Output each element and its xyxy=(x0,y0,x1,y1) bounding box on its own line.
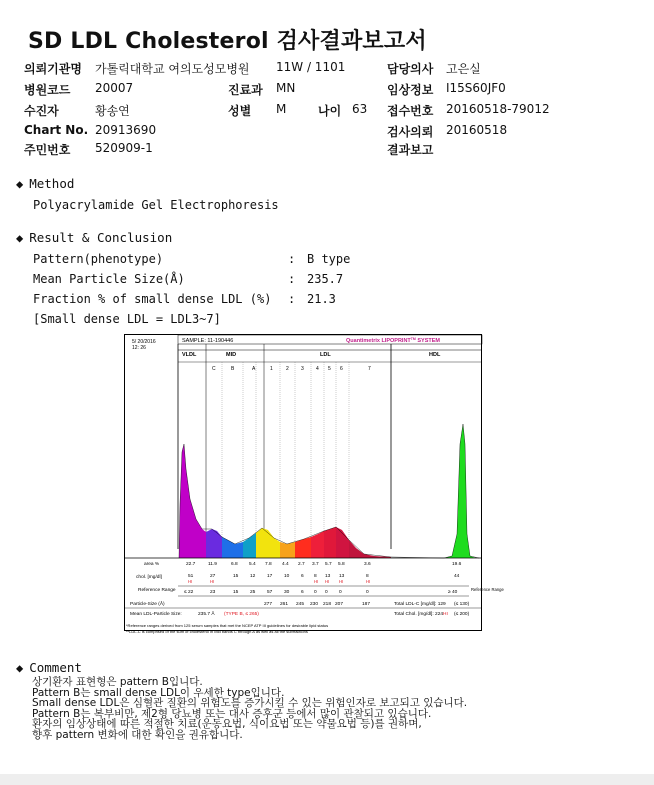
result-value-pattern: B type xyxy=(307,252,351,266)
area-value: 3.7 xyxy=(312,562,319,567)
area-value: 5.8 xyxy=(338,562,345,567)
chart-no-label: Chart No. xyxy=(24,123,89,137)
chol-value: 27 xyxy=(210,574,216,579)
result-heading xyxy=(16,230,172,245)
hi-flag: HI xyxy=(188,579,193,584)
result-note: [Small dense LDL = LDL3~7] xyxy=(33,312,221,326)
area-value: 11.9 xyxy=(208,562,217,567)
age-value: 63 xyxy=(352,102,368,116)
ref-value: 57 xyxy=(267,590,273,595)
size-value: 277 xyxy=(264,602,273,607)
band-3: 3 xyxy=(301,366,304,372)
footnote-1: *Reference ranges derived from 125 serum samples that met the NCEP ATP III guidelines for desirable lipid status xyxy=(126,623,329,628)
report-date: 5/ 20/2016 xyxy=(132,339,156,345)
ref-value: ≥ 40 xyxy=(448,590,458,595)
patient-label: 수진자 xyxy=(24,104,59,118)
lipoprint-report-image xyxy=(124,334,504,644)
ref-value: 0 xyxy=(339,590,342,595)
band-7: 7 xyxy=(368,366,371,372)
brand-logo: Quantimetrix LIPOPRINT™ SYSTEM xyxy=(346,337,441,344)
result-value-fraction: 21.3 xyxy=(307,292,336,306)
group-hdl: HDL xyxy=(429,352,441,358)
chol-value: 8 xyxy=(314,574,317,579)
sex-label: 성별 xyxy=(228,104,252,118)
result-value-size: 235.7 xyxy=(307,272,344,286)
hi-flag: HI xyxy=(325,579,330,584)
sex-value: M xyxy=(276,102,287,116)
result-sep: : xyxy=(288,272,296,286)
result-heading-text: Result & Conclusion xyxy=(29,230,173,245)
report-time: 12: 26 xyxy=(132,345,146,351)
institution-value: 가톨릭대학교 여의도성모병원 xyxy=(95,62,250,76)
age-label: 나이 xyxy=(318,104,342,118)
comment-line: Pattern B는 복부비만, 제2형 당뇨병 또는 대사 증후군 등에서 많이 관찰되고 있습니다. xyxy=(32,707,432,720)
total-ldl: Total LDL-C [mg/dl]: 129 xyxy=(394,602,446,607)
total-chol-ref: (≤ 200) xyxy=(454,612,470,617)
receipt-no-label: 접수번호 xyxy=(387,104,434,118)
group-vldl: VLDL xyxy=(182,352,197,358)
footnote-2: **LDL-C is comprised of the sum of cholesterol in Mid bands C through A as well as all the subfractions xyxy=(126,629,308,634)
row-label-size: Particle-Size (Å) xyxy=(130,602,165,607)
band-4: 4 xyxy=(316,366,319,372)
chol-value: 8 xyxy=(366,574,369,579)
row-label-area: area % xyxy=(144,562,160,567)
band-a: A xyxy=(252,366,256,372)
area-value: 3.6 xyxy=(364,562,371,567)
ref-value: 25 xyxy=(250,590,256,595)
size-value: 187 xyxy=(362,602,371,607)
resident-no-value: 520909-1 xyxy=(95,141,153,155)
ref-value: 0 xyxy=(325,590,328,595)
resident-no-label: 주민번호 xyxy=(24,143,71,157)
ref-value: 0 xyxy=(314,590,317,595)
chol-value: 51 xyxy=(188,574,194,579)
row-label-chol: chol. [mg/dl] xyxy=(136,575,162,580)
group-ldl: LDL xyxy=(320,352,331,358)
result-label-size: Mean Particle Size(Å) xyxy=(33,272,185,286)
ward-value: 11W / 1101 xyxy=(276,60,346,74)
area-value: 2.7 xyxy=(298,562,305,567)
total-chol-flag: HI xyxy=(443,612,448,617)
band-b: B xyxy=(231,366,235,372)
size-value: 245 xyxy=(296,602,305,607)
comment-body xyxy=(32,677,467,741)
method-heading-text: Method xyxy=(29,176,75,191)
request-date-label: 검사의뢰 xyxy=(387,125,434,139)
area-value: 5.4 xyxy=(249,562,256,567)
band-2: 2 xyxy=(286,366,289,372)
diamond-bullet-icon: ◆ xyxy=(16,231,24,245)
hi-flag: HI xyxy=(366,579,371,584)
doctor-label: 담당의사 xyxy=(387,62,434,76)
hospital-code-label: 병원코드 xyxy=(24,83,71,97)
chart-no-value: 20913690 xyxy=(95,123,157,137)
chol-value: 17 xyxy=(267,574,273,579)
report-label: 결과보고 xyxy=(387,143,434,157)
band-c: C xyxy=(212,366,216,372)
size-value: 230 xyxy=(310,602,319,607)
comment-line: Small dense LDL은 심혈관 질환의 위험도를 증가시킬 수 있는 위험인자로 보고되고 있습니다. xyxy=(32,697,468,710)
comment-heading-text: Comment xyxy=(29,660,82,675)
sample-id: SAMPLE: 11-190446 xyxy=(182,338,234,344)
chol-value: 13 xyxy=(339,574,345,579)
size-value: 218 xyxy=(323,602,332,607)
request-date-value: 20160518 xyxy=(446,123,508,137)
area-value: 19.6 xyxy=(452,562,462,567)
doctor-value: 고은실 xyxy=(446,62,481,76)
total-ldl-ref: (≤ 130) xyxy=(454,602,470,607)
institution-label: 의뢰기관명 xyxy=(24,62,82,76)
hi-flag: HI xyxy=(314,579,319,584)
ref-value: 23 xyxy=(210,590,216,595)
size-value: 261 xyxy=(280,602,289,607)
result-label-pattern: Pattern(phenotype) xyxy=(33,252,164,266)
area-value: 5.7 xyxy=(325,562,332,567)
chol-value: 13 xyxy=(325,574,331,579)
area-value: 6.8 xyxy=(231,562,238,567)
chol-value: 15 xyxy=(233,574,239,579)
total-chol: Total Chol. [mg/dl]: 224 xyxy=(394,612,444,617)
row-label-mean: Mean LDL-Particle Size: xyxy=(130,612,182,617)
clinical-info-value: I15S60JF0 xyxy=(446,81,506,95)
ref-value: 30 xyxy=(284,590,290,595)
result-sep: : xyxy=(288,292,296,306)
band-6: 6 xyxy=(340,366,343,372)
chol-value: 12 xyxy=(250,574,256,579)
department-value: MN xyxy=(276,81,296,95)
comment-line: 상기환자 표현형은 pattern B입니다. xyxy=(32,676,203,688)
hospital-code-value: 20007 xyxy=(95,81,134,95)
ref-value: ≤ 22 xyxy=(184,590,194,595)
size-value: 207 xyxy=(335,602,344,607)
result-label-fraction: Fraction % of small dense LDL (%) xyxy=(33,292,272,306)
row-label-ref: Reference Range xyxy=(138,588,176,593)
department-label: 진료과 xyxy=(228,83,263,97)
receipt-no-value: 20160518-79012 xyxy=(446,102,550,116)
clinical-info-label: 임상정보 xyxy=(387,83,434,97)
ref-right-label: Reference Range xyxy=(471,587,504,592)
comment-line: Pattern B는 small dense LDL이 우세한 type입니다. xyxy=(32,686,285,699)
diamond-bullet-icon: ◆ xyxy=(16,177,24,191)
area-value: 7.8 xyxy=(265,562,272,567)
mean-size-value: 235.7 Å xyxy=(198,612,215,617)
area-value: 22.7 xyxy=(186,562,196,567)
method-heading xyxy=(16,176,74,191)
band-5: 5 xyxy=(328,366,331,372)
chol-value: 10 xyxy=(284,574,290,579)
comment-heading xyxy=(16,660,82,675)
comment-line: 향후 pattern 변화에 대한 확인을 권유합니다. xyxy=(32,728,243,741)
group-mid: MID xyxy=(226,352,237,358)
ref-value: 0 xyxy=(366,590,369,595)
result-sep: : xyxy=(288,252,296,266)
ref-value: 15 xyxy=(233,590,239,595)
band-1: 1 xyxy=(270,366,273,372)
mean-type: (TYPE B, ≤ 265) xyxy=(224,612,259,617)
chol-value: 6 xyxy=(301,574,304,579)
hi-flag: HI xyxy=(339,579,344,584)
ref-value: 6 xyxy=(301,590,304,595)
patient-value: 황송연 xyxy=(95,104,130,118)
hi-flag: HI xyxy=(210,579,215,584)
diamond-bullet-icon: ◆ xyxy=(16,661,24,675)
page-footer-bar xyxy=(0,774,654,785)
chol-value: 44 xyxy=(454,574,460,579)
comment-line: 환자의 임상상태에 따른 적절한 치료(운동요법, 식이요법 또는 약물요법 등)를 권하며, xyxy=(32,718,422,731)
report-title: SD LDL Cholesterol 검사결과보고서 xyxy=(28,29,427,54)
method-text: Polyacrylamide Gel Electrophoresis xyxy=(33,198,279,212)
area-value: 4.4 xyxy=(282,562,289,567)
